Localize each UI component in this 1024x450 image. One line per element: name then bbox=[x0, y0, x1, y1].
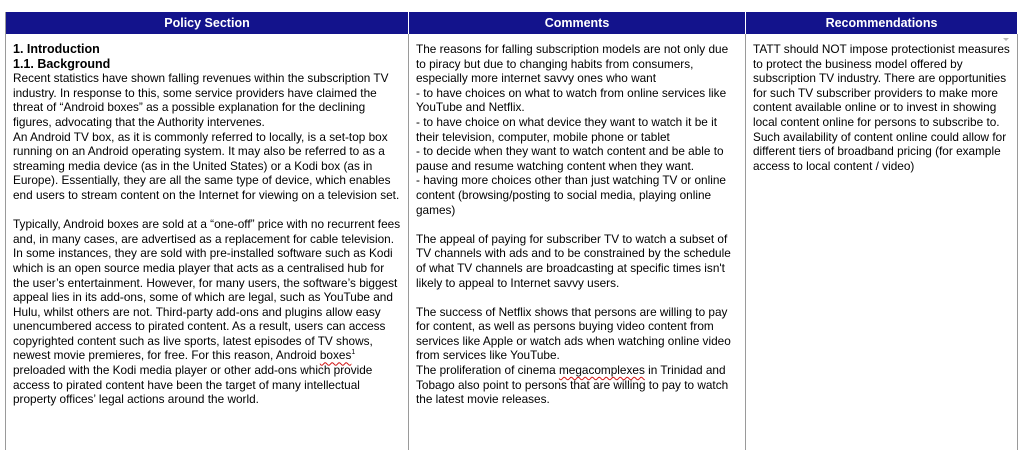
comment-text: The proliferation of cinema bbox=[416, 363, 559, 378]
comments-table bbox=[5, 12, 1017, 450]
header-comments: Comments bbox=[409, 12, 746, 34]
policy-section-cell[interactable] bbox=[6, 34, 409, 450]
subsection-heading: 1.1. Background bbox=[13, 56, 111, 71]
paragraph-gap bbox=[416, 290, 738, 305]
policy-paragraph bbox=[13, 217, 401, 407]
policy-paragraph: An Android TV box, as it is commonly referred to locally, is a set-top box running on an Android operating system. It may also be referred to as a streaming media device (as in the United States) or a Kodi box (as in Europe). Essentially, they are all the same type of device, which enables end users to stream content on the Internet for viewing on a television set. bbox=[13, 129, 400, 202]
footnote-marker[interactable]: 1 bbox=[351, 349, 356, 357]
spellcheck-flagged-word[interactable]: boxes bbox=[319, 348, 352, 363]
comments-cell[interactable] bbox=[409, 34, 746, 450]
paragraph-gap bbox=[13, 203, 401, 218]
spellcheck-flagged-word[interactable]: megacomplexes bbox=[558, 363, 645, 378]
comment-list-item: - to have choices on what to watch from online services like YouTube and Netflix. bbox=[416, 85, 727, 115]
comment-paragraph: The appeal of paying for subscriber TV to watch a subset of TV channels with ads and to be constrained by the schedule of what TV channels are broadcasting at specific times isn't likely to appeal to Internet savvy users. bbox=[416, 231, 731, 290]
comment-list-item: - having more choices other than just watching TV or online content (browsing/posting to social media, playing online games) bbox=[416, 173, 726, 217]
section-heading: 1. Introduction bbox=[13, 42, 100, 56]
policy-text: Typically, Android boxes are sold at a “one-off” price with no recurrent fees and, in many cases, are advertised as a replacement for cable television. In some instances, they are sold with pre-installed software such as Kodi which is an open source media player that acts as a centralised hub for the user’s entertainment. However, for many users, the software’s biggest appeal lies in its add-ons, some of which are legal, such as YouTube and Hulu, whilst others are not. Third-party add-ons and plugins allow easy unencumbered access to pirated content. As a result, users can access copyrighted content such as live sports, latest episodes of TV shows, newest movie premieres, for free. For this reason, Android bbox=[13, 217, 401, 363]
paragraph-gap bbox=[416, 217, 738, 232]
comment-paragraph: The reasons for falling subscription models are not only due to piracy but due to changing habits from consumers, especially more internet savvy ones who want bbox=[416, 42, 729, 86]
policy-text: preloaded with the Kodi media player or other add-ons which provide access to pirated content have been the target of many intellectual property offices’ legal actions around the world. bbox=[13, 363, 373, 407]
recommendation-paragraph: TATT should NOT impose protectionist measures to protect the business model offered by subscription TV industry. There are opportunities for such TV subscriber providers to make more content available online or to invest in showing local content online for persons to subscribe to. Such availability of content online could allow for different tiers of broadband pricing (for example access to local content / video) bbox=[753, 42, 1010, 173]
header-recommendations: Recommendations bbox=[746, 12, 1018, 34]
policy-paragraph: Recent statistics have shown falling revenues within the subscription TV industry. In response to this, some service providers have claimed the threat of “Android boxes” as a possible explanation for the declining figures, advocating that the Authority intervenes. bbox=[13, 71, 389, 129]
comment-paragraph: The success of Netflix shows that persons are willing to pay for content, as well as persons buying video content from services like Apple or watch ads when watching online video from services like YouTube. bbox=[416, 304, 731, 363]
comment-list-item: - to have choice on what device they want to watch it be it their television, computer, mobile phone or tablet bbox=[416, 114, 717, 144]
header-policy-section: Policy Section bbox=[6, 12, 409, 34]
recommendations-cell[interactable] bbox=[746, 34, 1018, 450]
comment-text: in Trinidad and Tobago also point to persons that are willing to pay to watch the latest movie releases. bbox=[416, 363, 729, 407]
comment-list-item: - to decide when they want to watch content and be able to pause and resume watching content when they want. bbox=[416, 144, 724, 173]
caret-down-icon bbox=[1003, 38, 1009, 41]
comment-paragraph bbox=[416, 363, 738, 407]
